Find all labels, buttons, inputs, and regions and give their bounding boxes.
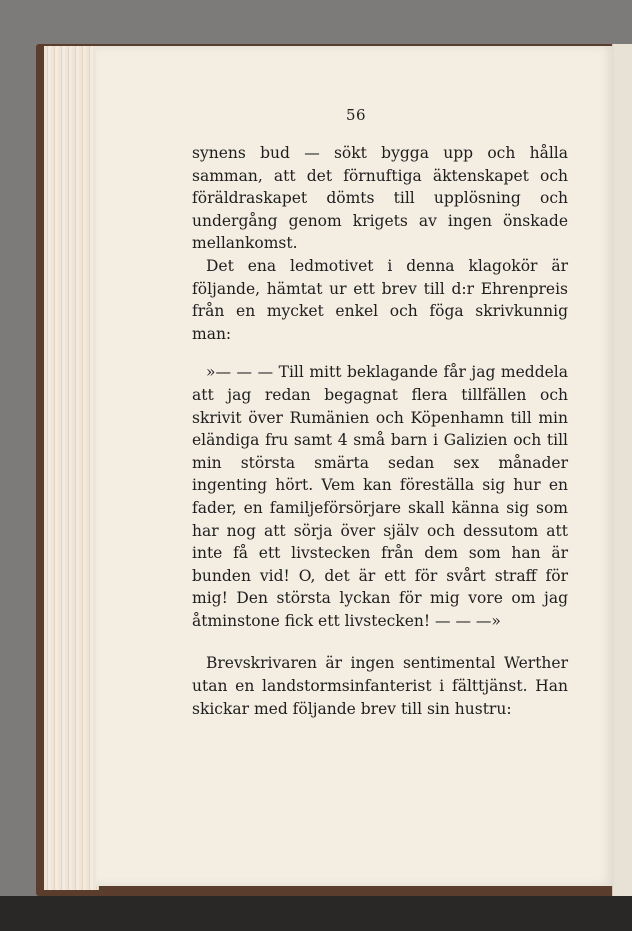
book-board-right <box>612 44 632 896</box>
background-top <box>0 0 632 48</box>
background-left <box>0 0 40 931</box>
page-text <box>192 142 568 720</box>
paragraph-2: Det ena ledmotivet i denna klagokör är följande, hämtat ur ett brev till d:r Ehrenpreis från en mycket enkel och föga skrivkunnig man: <box>192 256 568 343</box>
background-bottom <box>0 896 632 931</box>
page-number: 56 <box>345 106 367 124</box>
paragraph-1: synens bud — sökt bygga upp och hålla samman, att det förnuftiga äktenskapet och föräldraskapet dömts till upplösning och undergång genom krigets av ingen önskade mellankomst. <box>192 144 568 253</box>
paragraph-4: Brevskrivaren är ingen sentimental Werther utan en landstormsinfanterist i fälttjänst. Han skickar med följande brev till sin hustru: <box>192 654 568 718</box>
book-page <box>96 46 614 886</box>
page-edges <box>44 46 99 890</box>
letter-quote: »— — — Till mitt beklagande får jag meddela att jag redan begagnat flera tillfällen och skrivit över Rumänien och Köpenhamn till min eländiga fru samt 4 små barn i Galizien och till min största smärta sedan sex månader ingenting hört. Vem kan föreställa sig hur en fader, en familjeförsörjare skall känna sig som har nog att sörja över själv och dessutom att inte få ett livstecken från dem som han är bunden vid! O, det är ett för svårt straff för mig! Den största lyckan för mig vore om jag åtminstone fick ett livstecken! — — —» <box>192 363 568 630</box>
